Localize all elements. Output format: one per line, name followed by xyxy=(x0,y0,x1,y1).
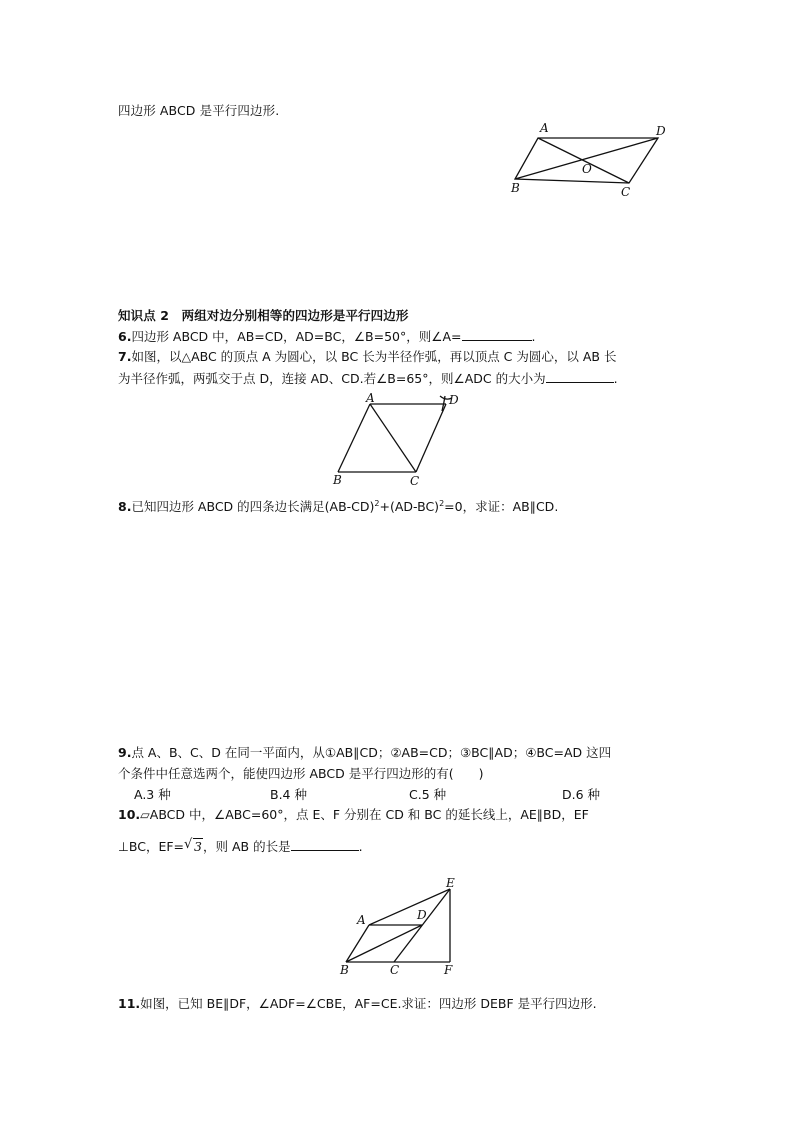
question-text: ▱ABCD 中，∠ABC=60°，点 E、F 分别在 CD 和 BC 的延长线上，AE∥BD，EF xyxy=(140,807,589,822)
segment-ab xyxy=(338,404,370,472)
label-c: C xyxy=(390,963,400,977)
answer-blank[interactable] xyxy=(462,328,532,341)
question-text: 如图，以△ABC 的顶点 A 为圆心，以 BC 长为半径作弧，再以顶点 C 为圆心，以 AB 长 xyxy=(131,349,617,364)
question-9-line1 xyxy=(118,745,611,761)
question-text: ，则 AB 的长是 xyxy=(203,839,291,854)
period: . xyxy=(613,371,618,386)
label-b: B xyxy=(340,963,349,977)
question-number: 10. xyxy=(118,807,141,822)
question-7-line1 xyxy=(118,349,616,365)
question-text: 为半径作弧，两弧交于点 D，连接 AD、CD.若∠B=65°，则∠ADC 的大小为 xyxy=(118,371,546,386)
question-9-line2 xyxy=(118,766,483,782)
question-8 xyxy=(118,496,558,515)
option-a[interactable]: A.3 种 xyxy=(134,787,171,802)
question-11 xyxy=(118,996,597,1012)
answer-blank[interactable] xyxy=(291,838,359,851)
option-c[interactable]: C.5 种 xyxy=(409,787,447,802)
option-d[interactable]: D.6 种 xyxy=(562,787,601,802)
question-text: 个条件中任意选两个，能使四边形 ABCD 是平行四边形的有( ) xyxy=(118,766,484,781)
radicand: 3 xyxy=(194,839,202,854)
period: . xyxy=(358,839,363,854)
segment-ac xyxy=(370,404,416,472)
label-a: A xyxy=(540,121,549,135)
question-number: 8. xyxy=(118,499,132,515)
label-a: A xyxy=(366,391,375,405)
question-6 xyxy=(118,328,535,345)
label-c: C xyxy=(621,185,631,199)
option-b[interactable]: B.4 种 xyxy=(270,787,307,802)
superscript: 2 xyxy=(439,499,445,508)
sqrt-expression xyxy=(184,839,203,855)
label-f: F xyxy=(444,963,453,977)
question-text: 已知四边形 ABCD 的四条边长满足(AB-CD) xyxy=(131,499,375,515)
superscript: 2 xyxy=(374,499,380,508)
question-text: +(AD-BC) xyxy=(379,499,440,515)
question-10-line2 xyxy=(118,838,363,855)
question-10-line1 xyxy=(118,807,589,823)
label-c: C xyxy=(410,474,420,488)
diagonal-ac xyxy=(538,138,629,183)
question-number: 6. xyxy=(118,329,132,344)
label-d: D xyxy=(417,908,427,922)
figure-parallelogram-extension xyxy=(336,874,466,979)
question-number: 9. xyxy=(118,745,132,760)
question-text: 四边形 ABCD 中，AB=CD，AD=BC，∠B=50°，则∠A= xyxy=(131,329,462,344)
section-title: 知识点 2 两组对边分别相等的四边形是平行四边形 xyxy=(118,308,409,323)
label-e: E xyxy=(446,876,455,890)
label-d: D xyxy=(656,124,666,138)
intro-line: 四边形 ABCD 是平行四边形. xyxy=(118,103,280,118)
label-b: B xyxy=(511,181,520,195)
figure-triangle-arcs xyxy=(328,390,468,488)
answer-blank[interactable] xyxy=(546,370,614,383)
question-text: ⊥BC，EF= xyxy=(118,839,185,854)
question-text: =0，求证：AB∥CD. xyxy=(444,499,559,515)
period: . xyxy=(531,329,536,344)
label-a: A xyxy=(357,913,366,927)
segment-cd xyxy=(416,404,446,472)
question-number: 7. xyxy=(118,349,132,364)
label-d: D xyxy=(449,393,459,407)
question-text: 点 A、B、C、D 在同一平面内，从①AB∥CD；②AB=CD；③BC∥AD；④BC=AD 这四 xyxy=(131,745,612,760)
label-b: B xyxy=(333,473,342,487)
figure-parallelogram-diagonals xyxy=(505,118,675,200)
radical-icon: √ xyxy=(184,837,193,852)
segment-ae xyxy=(369,889,450,925)
question-text: 如图，已知 BE∥DF，∠ADF=∠CBE，AF=CE.求证：四边形 DEBF 是平行四边形. xyxy=(140,996,597,1011)
question-7-line2 xyxy=(118,370,618,387)
label-o: O xyxy=(582,162,592,176)
question-number: 11. xyxy=(118,996,141,1011)
